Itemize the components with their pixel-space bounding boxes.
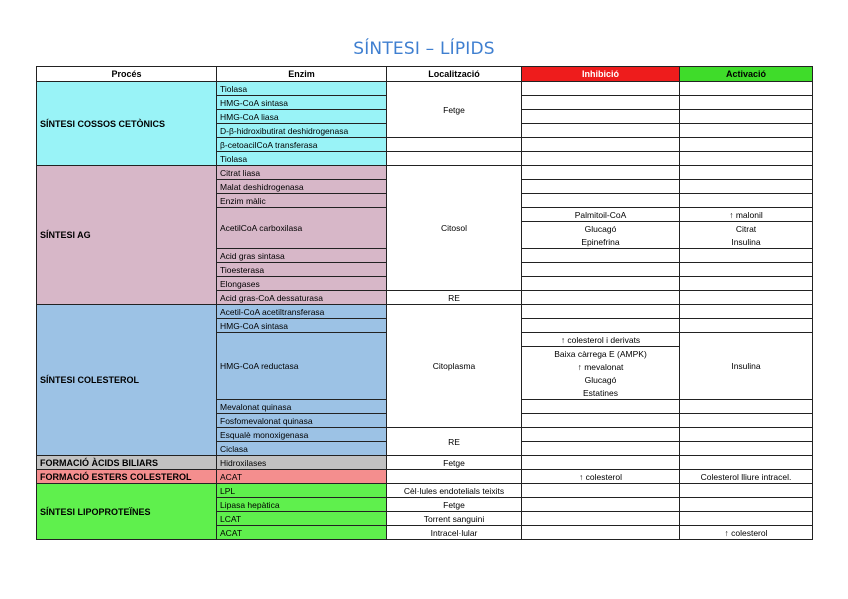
enzyme-cell: LCAT <box>217 512 387 526</box>
location-cell: RE <box>387 291 522 305</box>
location-cell: Citoplasma <box>387 305 522 428</box>
inhibition-cell: Glucagó <box>522 373 680 386</box>
activation-cell <box>680 166 813 180</box>
inhibition-cell <box>522 428 680 442</box>
inhibition-cell <box>522 96 680 110</box>
inhibition-cell <box>522 82 680 96</box>
enzyme-cell: HMG-CoA sintasa <box>217 96 387 110</box>
table-row <box>37 82 813 96</box>
table-row <box>37 305 813 319</box>
inhibition-cell: Baixa càrrega E (AMPK) <box>522 347 680 361</box>
table-row <box>37 166 813 180</box>
enzyme-cell: Tiolasa <box>217 82 387 96</box>
inhibition-cell: ↑ colesterol <box>522 470 680 484</box>
enzyme-cell: Enzim màlic <box>217 194 387 208</box>
process-colesterol: SÍNTESI COLESTEROL <box>37 305 217 456</box>
activation-cell <box>680 82 813 96</box>
header-inhibicio: Inhibició <box>522 67 680 82</box>
process-ag: SÍNTESI AG <box>37 166 217 305</box>
location-cell: RE <box>387 428 522 456</box>
activation-cell <box>680 152 813 166</box>
inhibition-cell <box>522 138 680 152</box>
inhibition-cell <box>522 400 680 414</box>
inhibition-cell <box>522 152 680 166</box>
inhibition-cell <box>522 180 680 194</box>
activation-cell <box>680 291 813 305</box>
enzyme-cell: HMG-CoA reductasa <box>217 333 387 400</box>
activation-cell <box>680 249 813 263</box>
activation-cell <box>680 456 813 470</box>
activation-cell <box>680 442 813 456</box>
inhibition-cell <box>522 291 680 305</box>
inhibition-cell <box>522 166 680 180</box>
inhibition-cell <box>522 456 680 470</box>
inhibition-cell <box>522 194 680 208</box>
enzyme-cell: Elongases <box>217 277 387 291</box>
enzyme-cell: Citrat liasa <box>217 166 387 180</box>
activation-cell <box>680 138 813 152</box>
inhibition-cell: ↑ colesterol i derivats <box>522 333 680 347</box>
header-proces: Procés <box>37 67 217 82</box>
process-biliars: FORMACIÓ ÀCIDS BILIARS <box>37 456 217 470</box>
process-lipoproteines: SÍNTESI LIPOPROTEÏNES <box>37 484 217 540</box>
location-cell: Fetge <box>387 82 522 138</box>
activation-cell <box>680 428 813 442</box>
inhibition-cell <box>522 305 680 319</box>
activation-cell: Insulina <box>680 333 813 400</box>
header-localitzacio: Localització <box>387 67 522 82</box>
enzyme-cell: Mevalonat quinasa <box>217 400 387 414</box>
activation-cell: ↑ malonil <box>680 208 813 222</box>
enzyme-cell: Tiolasa <box>217 152 387 166</box>
header-enzim: Enzim <box>217 67 387 82</box>
enzyme-cell: Acid gras-CoA dessaturasa <box>217 291 387 305</box>
activation-cell: Insulina <box>680 235 813 249</box>
inhibition-cell: Palmitoil-CoA <box>522 208 680 222</box>
process-cetonics: SÍNTESI COSSOS CETÒNICS <box>37 82 217 166</box>
inhibition-cell <box>522 263 680 277</box>
enzyme-cell: AcetilCoA carboxilasa <box>217 208 387 249</box>
inhibition-cell <box>522 526 680 540</box>
location-cell <box>387 138 522 152</box>
enzyme-cell: Esqualè monoxigenasa <box>217 428 387 442</box>
enzyme-cell: Fosfomevalonat quinasa <box>217 414 387 428</box>
enzyme-cell: ACAT <box>217 470 387 484</box>
location-cell: Cèl·lules endotelials teixits <box>387 484 522 498</box>
location-cell <box>387 152 522 166</box>
inhibition-cell: Glucagó <box>522 222 680 236</box>
activation-cell <box>680 414 813 428</box>
enzyme-cell: β-cetoacilCoA transferasa <box>217 138 387 152</box>
activation-cell <box>680 96 813 110</box>
header-row <box>37 67 813 82</box>
inhibition-cell <box>522 110 680 124</box>
header-activacio: Activació <box>680 67 813 82</box>
table-row <box>37 456 813 470</box>
process-esters: FORMACIÓ ESTERS COLESTEROL <box>37 470 217 484</box>
enzyme-cell: LPL <box>217 484 387 498</box>
activation-cell: ↑ colesterol <box>680 526 813 540</box>
activation-cell <box>680 124 813 138</box>
enzyme-cell: Hidroxilases <box>217 456 387 470</box>
enzyme-cell: ACAT <box>217 526 387 540</box>
enzyme-cell: HMG-CoA liasa <box>217 110 387 124</box>
location-cell <box>387 470 522 484</box>
location-cell: Fetge <box>387 456 522 470</box>
inhibition-cell <box>522 277 680 291</box>
location-cell: Fetge <box>387 498 522 512</box>
inhibition-cell <box>522 512 680 526</box>
enzyme-cell: Ciclasa <box>217 442 387 456</box>
inhibition-cell <box>522 249 680 263</box>
activation-cell: Colesterol lliure intracel. <box>680 470 813 484</box>
activation-cell <box>680 484 813 498</box>
activation-cell <box>680 194 813 208</box>
location-cell: Citosol <box>387 166 522 291</box>
lipid-synthesis-table <box>36 66 813 540</box>
activation-cell <box>680 498 813 512</box>
enzyme-cell: Tioesterasa <box>217 263 387 277</box>
inhibition-cell <box>522 414 680 428</box>
location-cell: Intracel·lular <box>387 526 522 540</box>
enzyme-cell: D-β-hidroxibutirat deshidrogenasa <box>217 124 387 138</box>
activation-cell: Citrat <box>680 222 813 236</box>
enzyme-cell: HMG-CoA sintasa <box>217 319 387 333</box>
enzyme-cell: Lipasa hepàtica <box>217 498 387 512</box>
activation-cell <box>680 180 813 194</box>
inhibition-cell <box>522 319 680 333</box>
inhibition-cell <box>522 442 680 456</box>
table-row <box>37 484 813 498</box>
inhibition-cell <box>522 124 680 138</box>
activation-cell <box>680 110 813 124</box>
activation-cell <box>680 319 813 333</box>
activation-cell <box>680 305 813 319</box>
activation-cell <box>680 277 813 291</box>
table-row <box>37 470 813 484</box>
page-title: SÍNTESI – LÍPIDS <box>353 39 495 59</box>
enzyme-cell: Acetil-CoA acetiltransferasa <box>217 305 387 319</box>
enzyme-cell: Malat deshidrogenasa <box>217 180 387 194</box>
location-cell: Torrent sanguini <box>387 512 522 526</box>
activation-cell <box>680 263 813 277</box>
inhibition-cell: Estatines <box>522 386 680 400</box>
activation-cell <box>680 400 813 414</box>
inhibition-cell: ↑ mevalonat <box>522 360 680 373</box>
enzyme-cell: Acid gras sintasa <box>217 249 387 263</box>
activation-cell <box>680 512 813 526</box>
inhibition-cell: Epinefrina <box>522 235 680 249</box>
inhibition-cell <box>522 484 680 498</box>
inhibition-cell <box>522 498 680 512</box>
